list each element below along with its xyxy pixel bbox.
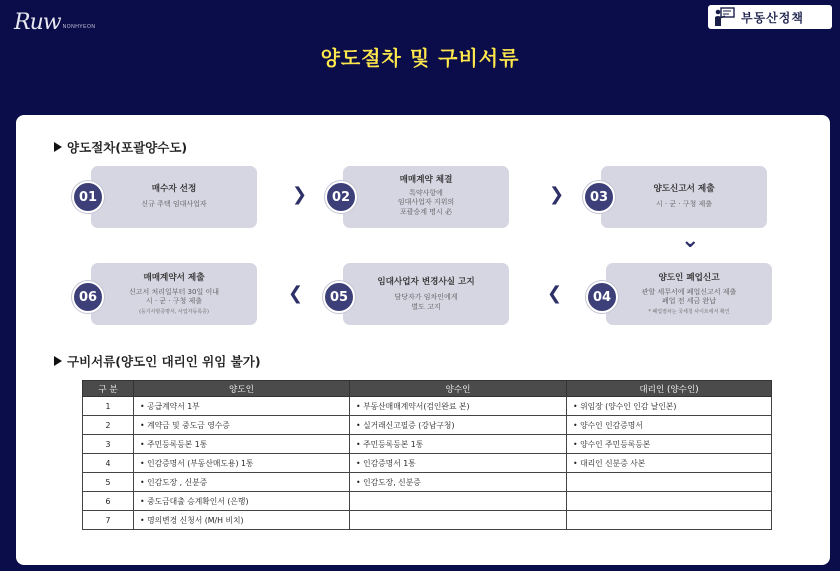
column-header: 구 분 <box>83 381 134 397</box>
step-number-01: 01 <box>72 181 104 213</box>
arrow-left-icon: ❮ <box>288 283 304 304</box>
arrow-left-icon: ❮ <box>547 283 563 304</box>
table-row <box>83 435 772 454</box>
presenter-icon <box>713 7 735 27</box>
table-cell: • 부동산매매계약서(검인완료 본) <box>350 397 567 416</box>
page-title: 양도절차 및 구비서류 <box>320 46 520 70</box>
table-row <box>83 492 772 511</box>
step-desc: 특약사항에 임대사업자 지위의 포괄승계 명시 必 <box>397 189 455 216</box>
step-02-box <box>343 166 509 228</box>
table-cell: • 실거래신고필증 (강남구청) <box>350 416 567 435</box>
table-cell: • 양수인 주민등록등본 <box>567 435 772 454</box>
column-header: 대리인 (양수인) <box>567 381 772 397</box>
table-row <box>83 511 772 530</box>
table-cell: • 인감도장, 신분증 <box>350 473 567 492</box>
table-cell: • 명의변경 신청서 (M/H 비치) <box>134 511 350 530</box>
badge-label: 부동산정책 <box>741 10 804 25</box>
table-cell: • 인감증명서 1통 <box>350 454 567 473</box>
table-cell: 6 <box>83 492 134 511</box>
logo-subtitle: NONHYEON <box>62 24 96 30</box>
table-cell: • 주민등록등본 1통 <box>134 435 350 454</box>
step-title: 매매계약 체결 <box>399 175 453 185</box>
step-number-06: 06 <box>72 281 104 313</box>
table-cell <box>350 511 567 530</box>
table-cell: 2 <box>83 416 134 435</box>
documents-table <box>82 380 772 530</box>
step-desc: 담당자가 임차인에게 별도 고지 <box>394 293 458 311</box>
table-cell: • 주민등록등본 1통 <box>350 435 567 454</box>
triangle-bullet-icon <box>54 356 62 366</box>
table-row <box>83 397 772 416</box>
step-06-box <box>91 263 257 325</box>
step-01-box <box>91 166 257 228</box>
table-cell <box>350 492 567 511</box>
table-cell <box>567 511 772 530</box>
table-cell: • 중도금대출 승계확인서 (은행) <box>134 492 350 511</box>
table-cell <box>567 492 772 511</box>
table-row <box>83 416 772 435</box>
brand-logo <box>14 4 95 34</box>
table-header-row <box>83 381 772 397</box>
step-note: (등기사항증명서, 사업자등록증) <box>139 308 209 315</box>
arrow-right-icon: ❯ <box>549 184 565 205</box>
step-desc: 신규 주택 임대사업자 <box>141 200 207 208</box>
table-cell: • 양수인 인감증명서 <box>567 416 772 435</box>
procedure-heading-text: 양도절차(포괄양수도) <box>67 140 188 155</box>
triangle-bullet-icon <box>54 142 62 152</box>
table-cell: • 공급계약서 1부 <box>134 397 350 416</box>
table-cell: • 계약금 및 중도금 영수증 <box>134 416 350 435</box>
table-cell: • 대리인 신분증 사본 <box>567 454 772 473</box>
step-number-04: 04 <box>586 281 618 313</box>
step-05-box <box>343 263 509 325</box>
column-header: 양도인 <box>134 381 350 397</box>
table-cell: • 인감증명서 (부동산매도용) 1통 <box>134 454 350 473</box>
step-03-box <box>601 166 767 228</box>
step-desc: 시 · 군 · 구청 제출 <box>655 200 713 208</box>
step-number-02: 02 <box>325 181 357 213</box>
procedure-heading <box>54 138 187 156</box>
step-number-03: 03 <box>583 181 615 213</box>
documents-heading <box>54 352 261 370</box>
table-cell: 5 <box>83 473 134 492</box>
step-title: 매매계약서 제출 <box>143 273 205 283</box>
table-cell: • 위임장 (양수인 인감 날인본) <box>567 397 772 416</box>
step-04-box <box>606 263 772 325</box>
step-title: 매수자 선정 <box>151 184 197 194</box>
arrow-right-icon: ❯ <box>292 184 308 205</box>
step-title: 양도인 폐업신고 <box>658 273 720 283</box>
table-cell: 3 <box>83 435 134 454</box>
step-desc: 신고서 처리일부터 30일 이내 시 · 군 · 구청 제출 <box>129 288 219 306</box>
step-title: 임대사업자 변경사실 고지 <box>377 277 475 287</box>
table-cell: 4 <box>83 454 134 473</box>
table-cell: 7 <box>83 511 134 530</box>
step-number-05: 05 <box>323 281 355 313</box>
arrow-down-icon: ⌄ <box>681 228 700 253</box>
table-row <box>83 454 772 473</box>
step-desc: 관할 세무서에 폐업신고서 제출 폐업 전 세금 완납 <box>641 288 737 306</box>
documents-heading-text: 구비서류(양도인 대리인 위임 불가) <box>67 354 261 369</box>
table-cell: • 인감도장 , 신분증 <box>134 473 350 492</box>
table-cell <box>567 473 772 492</box>
column-header: 양수인 <box>350 381 567 397</box>
table-row <box>83 473 772 492</box>
step-title: 양도신고서 제출 <box>653 184 715 194</box>
logo-script: Ruw <box>14 10 61 35</box>
policy-badge <box>708 5 832 29</box>
step-note: * 폐업절차는 국세청 사이트에서 확인 <box>648 308 730 315</box>
table-cell: 1 <box>83 397 134 416</box>
